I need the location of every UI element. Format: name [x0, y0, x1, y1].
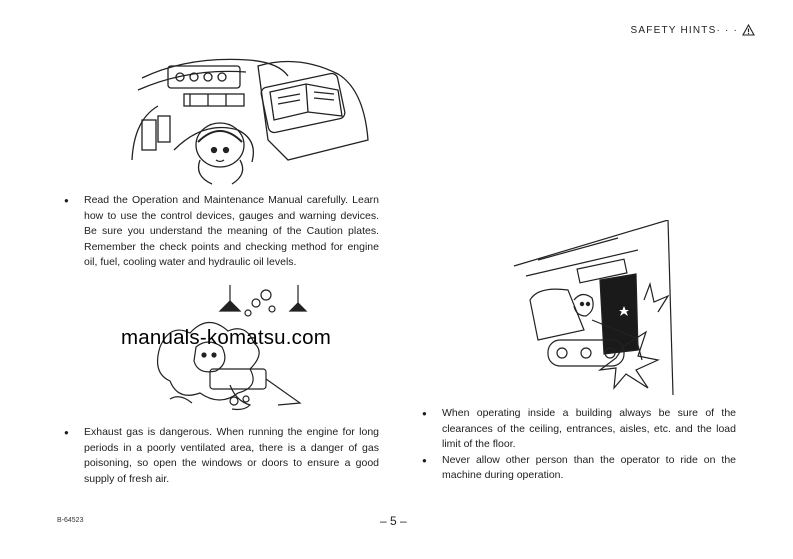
building-clearance-text: ● When operating inside a building always be sure of the clearances of the ceiling, entrances, aisles, etc. and the load limit of the floor. — [422, 406, 736, 453]
operator-reading-manual-illustration — [128, 50, 383, 190]
exhaust-gas-illustration — [150, 283, 315, 418]
exhaust-gas-block — [64, 425, 379, 487]
no-rider-text: ● Never allow other person than the operator to ride on the machine during operation. — [422, 453, 736, 484]
warning-triangle-icon — [742, 24, 755, 36]
building-clearance-illustration — [508, 220, 683, 400]
manual-instruction-block — [64, 193, 379, 271]
manual-instruction-text: ● Read the Operation and Maintenance Manual carefully. Learn how to use the control devices, gauges and warning devices. Be sure you understand the meaning of the Caution plates. Remember the check points and checking method for engine oil, fuel, cooling water and hydraulic oil levels. — [64, 193, 379, 271]
header-title: SAFETY HINTS· · · — [630, 24, 738, 36]
watermark-text: manuals-komatsu.com — [121, 326, 332, 349]
page-number: – 5 – — [380, 514, 407, 528]
document-code: B-64523 — [57, 517, 84, 524]
page-header — [631, 24, 755, 36]
right-safety-block — [422, 406, 736, 484]
exhaust-gas-text: ● Exhaust gas is dangerous. When running the engine for long periods in a poorly ventilated area, there is a danger of gas poisoning, so open the windows or doors to ensure a good supply of fresh air. — [64, 425, 379, 487]
